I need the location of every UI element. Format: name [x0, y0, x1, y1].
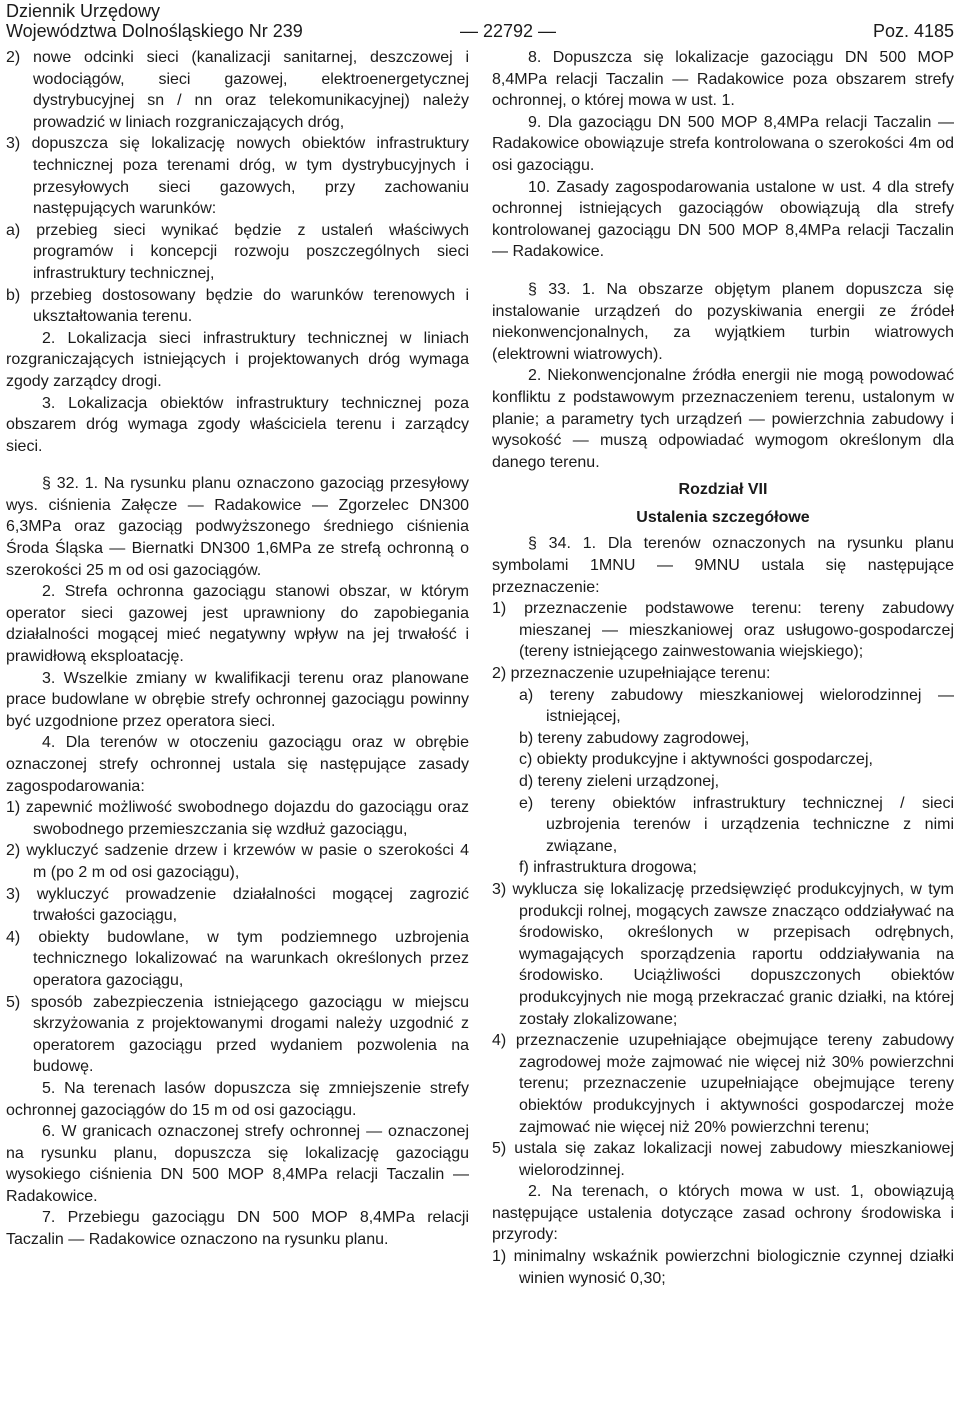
paragraph: 2. Na terenach, o których mowa w ust. 1, obowiązują następujące ustalenia dotyczące zasad ochrony środowiska i przyrody: [492, 1183, 954, 1244]
list-item: b) przebieg dostosowany będzie do warunków terenowych i ukształtowania terenu. [6, 286, 469, 326]
section-paragraph: § 34. 1. Dla terenów oznaczonych na rysunku planu symbolami 1MNU — 9MNU ustala się następujące przeznaczenie: [492, 535, 954, 596]
sub-list-item: c) obiekty produkcyjne i aktywności gospodarczej, [519, 751, 873, 769]
position-number: Poz. 4185 [872, 21, 954, 41]
paragraph: 2. Lokalizacja sieci infrastruktury technicznej w liniach rozgraniczających istniejących i projektowanych dróg wymaga zgody zarządcy drogi. [6, 329, 469, 390]
list-item: 4) obiekty budowlane, w tym podziemnego uzbrojenia technicznego lokalizować na warunkach określonych przez operatora gazociągu, [6, 928, 469, 989]
list-item: 3) wyklucza się lokalizację przedsięwzięć produkcyjnych, w tym produkcji rolnej, mogących zawsze znacząco oddziaływać na środowisko, określonych w przepisach odrębnych, wymagających sporządzenia raportu oddziaływania na środowisko. Uciążliwości dopuszczonych obiektów produkcyjnych nie mogą przekraczać granic działki, na której zostały zlokalizowane; [492, 880, 954, 1028]
list-item: 3) wykluczyć prowadzenie działalności mogącej zagrozić trwałości gazociągu, [6, 885, 469, 925]
list-item: 3) dopuszcza się lokalizację nowych obiektów infrastruktury technicznej poza terenami dróg, w tym dystrybucyjnych i przesyłowych sieci gazowych, przy zachowaniu następujących warunków: [6, 135, 469, 218]
journal-title: Dziennik Urzędowy [6, 1, 161, 21]
paragraph: 9. Dla gazociągu DN 500 MOP 8,4MPa relacji Taczalin — Radakowice obowiązuje strefa kontrolowana o szerokości 4m od osi gazociągu. [492, 113, 954, 174]
paragraph: 5. Na terenach lasów dopuszcza się zmniejszenie strefy ochronnej gazociągów do 15 m od osi gazociągu. [6, 1079, 469, 1119]
list-item: 5) ustala się zakaz lokalizacji nowej zabudowy mieszkaniowej wielorodzinnej. [492, 1140, 954, 1179]
section-paragraph: § 33. 1. Na obszarze objętym planem dopuszcza się instalowanie urządzeń do pozyskiwania energii ze źródeł niekonwencjonalnych, za wyjątkiem turbin wiatrowych (elektrowni wiatrowych). [492, 280, 954, 363]
paragraph: 3. Lokalizacja obiektów infrastruktury technicznej poza obszarem dróg wymaga zgody właściciela terenu i zarządcy sieci. [6, 394, 469, 455]
sub-list-item: d) tereny zieleni urządzonej, [519, 773, 720, 790]
list-item: 5) sposób zabezpieczenia istniejącego gazociągu w miejscu skrzyżowania z projektowanymi drogami należy uzgodnić z operatorem gazociągu przed wydaniem pozwolenia na budowę. [6, 993, 469, 1076]
page-header [6, 0, 954, 44]
paragraph: 4. Dla terenów w otoczeniu gazociągu oraz w obrębie oznaczonej strefy ochronnej ustala się następujące zasady zagospodarowania: [6, 734, 469, 795]
list-item: 1) przeznaczenie podstawowe terenu: tereny zabudowy mieszanej — mieszkaniowej oraz usługowo-gospodarczej (tereny istniejącego zainwestowania wiejskiego); [492, 600, 954, 661]
voivodeship-issue: Województwa Dolnośląskiego Nr 239 [6, 21, 303, 41]
list-item: 2) nowe odcinki sieci (kanalizacji sanitarnej, deszczowej i wodociągów, sieci gazowej, elektroenergetycznej dystrybucyjnej sn / nn oraz telekomunikacyjnej) należy prowadzić w liniach rozgraniczających dróg, [6, 49, 469, 131]
right-column [492, 47, 954, 1289]
paragraph: 8. Dopuszcza się lokalizacje gazociągu DN 500 MOP 8,4MPa relacji Taczalin — Radakowice poza obszarem strefy ochronnej, o której mowa w ust. 1. [492, 49, 954, 110]
list-item: 1) zapewnić możliwość swobodnego dojazdu do gazociągu oraz swobodnego przemieszczania się wzdłuż gazociągu, [6, 799, 469, 838]
list-item: 2) wykluczyć sadzenie drzew i krzewów w pasie o szerokości 4 m (po 2 m od osi gazociągu), [6, 842, 469, 881]
chapter-heading: Rozdział VII [678, 481, 768, 499]
paragraph: 10. Zasady zagospodarowania ustalone w ust. 4 dla strefy ochronnej istniejących gazociągów obowiązują dla strefy kontrolowanej gazociągu DN 500 MOP 8,4MPa relacji Taczalin — Radakowice. [492, 178, 954, 261]
paragraph: 2. Niekonwencjonalne źródła energii nie mogą powodować konfliktu z podstawowym przeznaczeniem terenu, ustalonym w planie; a parametry tych urządzeń — powierzchnia zabudowy i wysokość — muszą odpowiadać wymogom określonym dla danego terenu. [492, 367, 954, 471]
paragraph: 6. W granicach oznaczonej strefy ochronnej — oznaczonej na rysunku planu, dopuszcza się lokalizację gazociągu wysokiego ciśnienia DN 500 MOP 8,4MPa relacji Taczalin — Radakowice. [6, 1123, 469, 1205]
left-column [6, 47, 469, 1251]
list-item: 2) przeznaczenie uzupełniające terenu: [492, 665, 771, 683]
paragraph: 7. Przebiegu gazociągu DN 500 MOP 8,4MPa relacji Taczalin — Radakowice oznaczono na rysunku planu. [6, 1209, 469, 1249]
page-number: — 22792 — [460, 21, 557, 41]
list-item: 4) przeznaczenie uzupełniające obejmujące tereny zabudowy zagrodowej może zajmować nie więcej niż 30% powierzchni terenu; przeznaczenie uzupełniające obejmujące tereny obiektów produkcyjnych i aktywności gospodarczej może zajmować nie więcej niż 20% powierzchni terenu; [492, 1032, 954, 1136]
sub-list-item: a) tereny zabudowy mieszkaniowej wielorodzinnej — istniejącej, [519, 686, 954, 726]
chapter-subheading: Ustalenia szczegółowe [636, 508, 810, 526]
list-item: 1) minimalny wskaźnik powierzchni biologicznie czynnej działki winien wynosić 0,30; [492, 1248, 954, 1287]
sub-list-item: b) tereny zabudowy zagrodowej, [519, 729, 750, 747]
paragraph: 3. Wszelkie zmiany w kwalifikacji terenu oraz planowane prace budowlane w obrębie strefy ochronnej gazociągu powinny być uzgodnione przez operatora sieci. [6, 669, 469, 730]
list-item: a) przebieg sieci wynikać będzie z ustaleń właściwych programów i koncepcji rozwoju poszczególnych sieci infrastruktury technicznej, [6, 221, 469, 282]
paragraph: 2. Strefa ochronna gazociągu stanowi obszar, w którym operator sieci gazowej jest uprawniony do zapobiegania działalności mogącej mieć negatywny wpływ na jej trwałość i prawidłową eksploatację. [6, 583, 469, 666]
section-paragraph: § 32. 1. Na rysunku planu oznaczono gazociąg przesyłowy wys. ciśnienia Załęcze — Radakowice — Zgorzelec DN300 6,3MPa oraz gazociąg podwyższonego średniego ciśnienia Środa Śląska — Biernatki DN300 1,6MPa ze strefą ochronną o szerokości 25 m od osi gazociągów. [6, 475, 469, 579]
sub-list-item: f) infrastruktura drogowa; [519, 859, 697, 877]
sub-list-item: e) tereny obiektów infrastruktury technicznej / sieci uzbrojenia terenów i urządzenia techniczne z nimi związane, [519, 794, 954, 855]
